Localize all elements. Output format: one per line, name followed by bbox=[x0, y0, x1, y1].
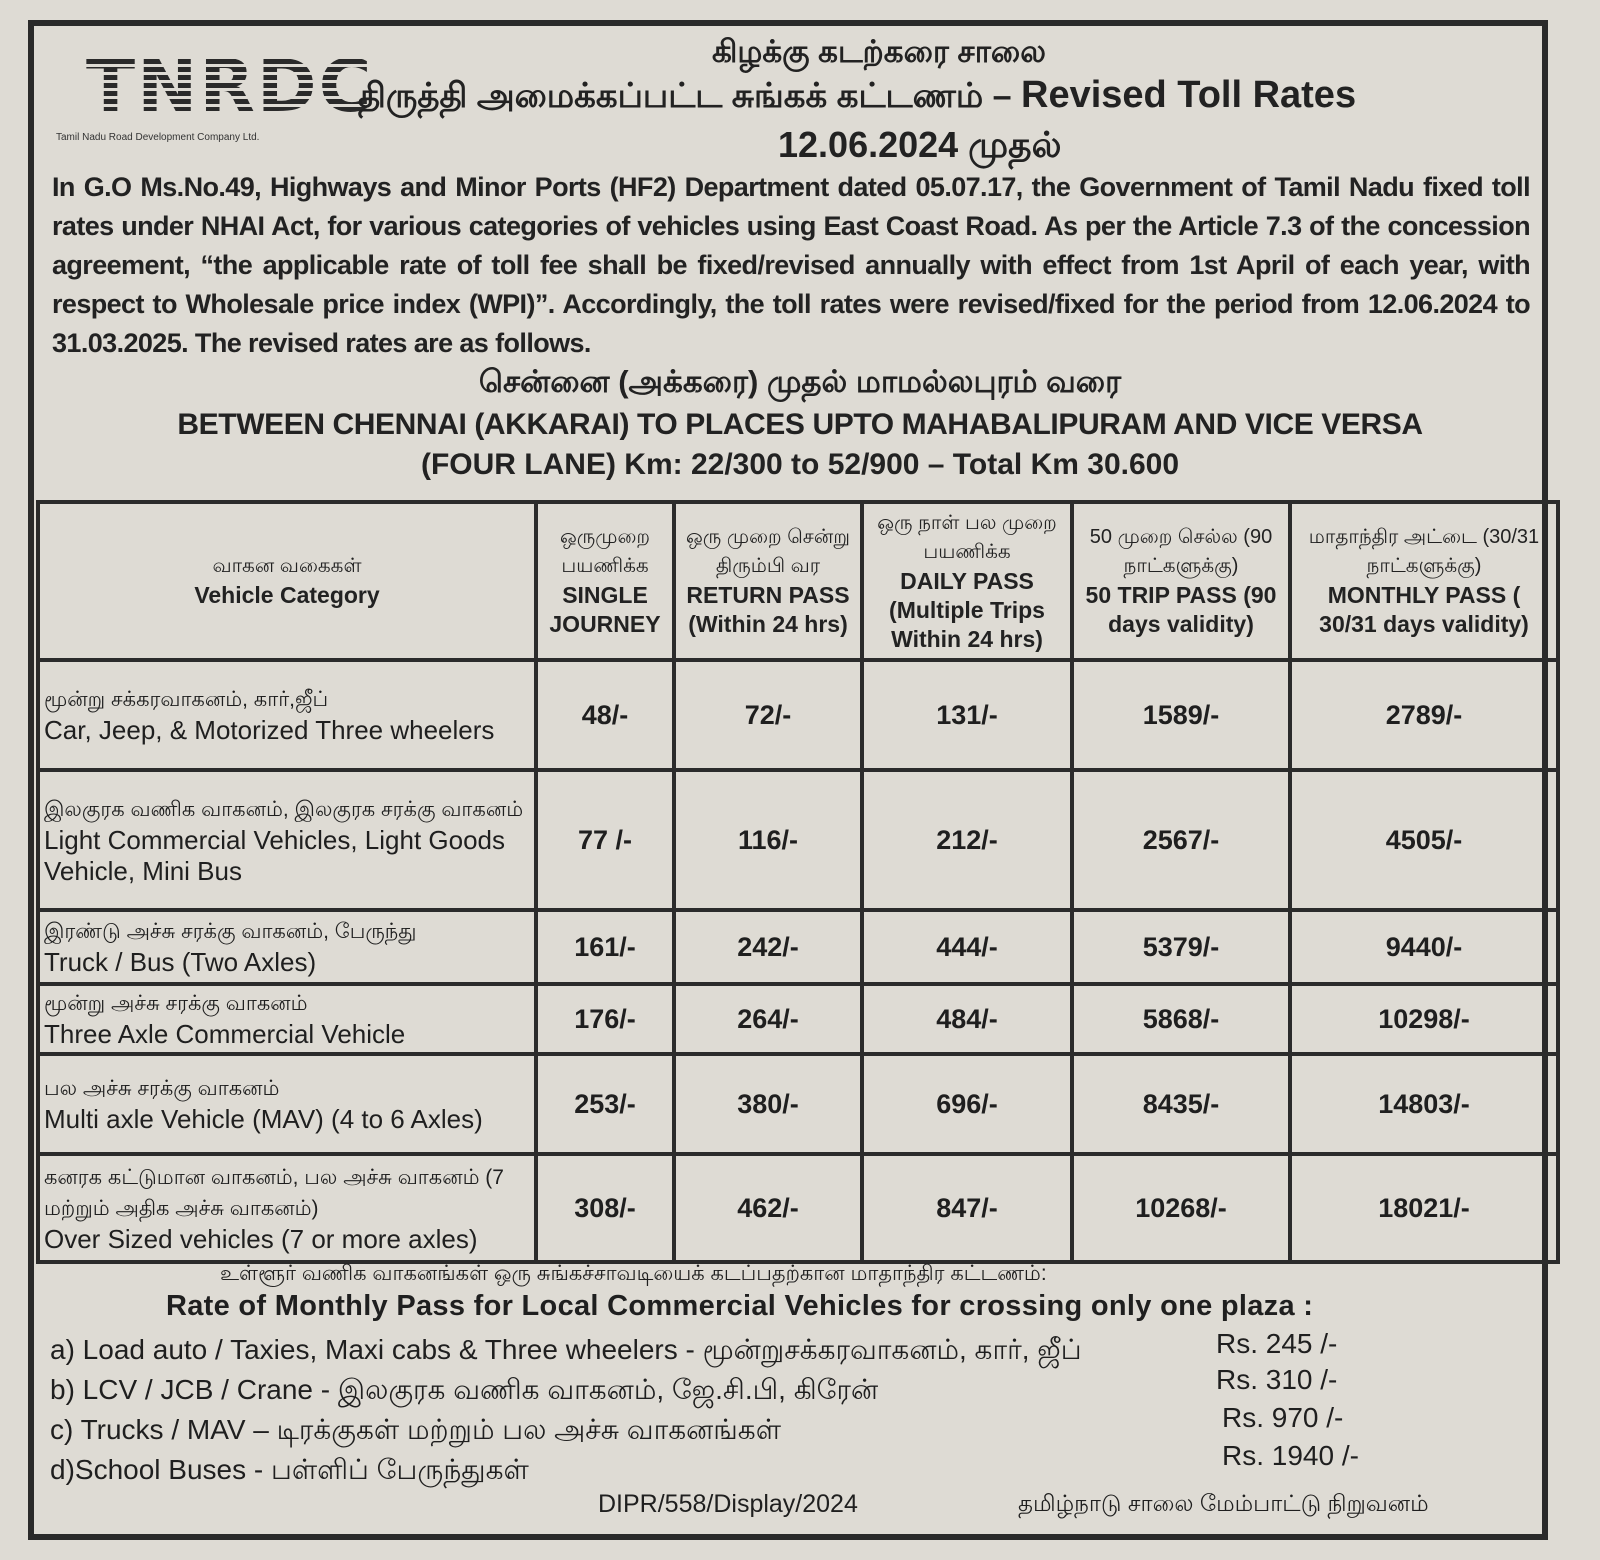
header-50-trip-pass: 50 முறை செல்ல (90 நாட்களுக்கு) 50 TRIP PASS (90 days validity) bbox=[1072, 502, 1290, 660]
cell-50trip: 1589/- bbox=[1072, 660, 1290, 770]
section-subtitle: (FOUR LANE) Km: 22/300 to 52/900 – Total Km 30.600 bbox=[420, 448, 1180, 481]
cell-daily: 444/- bbox=[862, 910, 1072, 984]
cell-single: 253/- bbox=[536, 1054, 674, 1154]
row-category: மூன்று அச்சு சரக்கு வாகனம் Three Axle Commercial Vehicle bbox=[38, 984, 536, 1054]
cell-single: 176/- bbox=[536, 984, 674, 1054]
table-row bbox=[38, 770, 1558, 910]
organisation-name: தமிழ்நாடு சாலை மேம்பாட்டு நிறுவனம் bbox=[1018, 1490, 1429, 1516]
row-category: பல அச்சு சரக்கு வாகனம் Multi axle Vehicle (MAV) (4 to 6 Axles) bbox=[38, 1054, 536, 1154]
cell-50trip: 2567/- bbox=[1072, 770, 1290, 910]
header-line-2 bbox=[358, 74, 1356, 120]
dipr-code: DIPR/558/Display/2024 bbox=[598, 1490, 858, 1518]
cell-monthly: 18021/- bbox=[1290, 1154, 1558, 1262]
table-row bbox=[38, 1054, 1558, 1154]
cell-daily: 131/- bbox=[862, 660, 1072, 770]
tnrdc-logo bbox=[56, 40, 374, 150]
cell-single: 77 /- bbox=[536, 770, 674, 910]
row-category: கனரக கட்டுமான வாகனம், பல அச்சு வாகனம் (7 மற்றும் அதிக அச்சு வாகனம்) Over Sized vehicles (7 or more axles) bbox=[38, 1154, 536, 1262]
table-header-row bbox=[38, 502, 1558, 660]
section-title-ta: சென்னை (அக்கரை) முதல் மாமல்லபுரம் வரை bbox=[478, 364, 1122, 399]
header-daily-pass: ஒரு நாள் பல முறை பயணிக்க DAILY PASS (Multiple Trips Within 24 hrs) bbox=[862, 502, 1072, 660]
header-line-2-ta: திருத்தி அமைக்கப்பட்ட சுங்கக் கட்டணம் – bbox=[358, 77, 1021, 115]
logo-wordmark: TNRDC bbox=[86, 44, 374, 128]
header-monthly-pass: மாதாந்திர அட்டை (30/31 நாட்களுக்கு) MONTHLY PASS ( 30/31 days validity) bbox=[1290, 502, 1558, 660]
local-title-ta: உள்ளூர் வணிக வாகனங்கள் ஒரு சுங்கச்சாவடியைக் கடப்பதற்கான மாதாந்திர கட்டணம்: bbox=[220, 1262, 1047, 1285]
cell-return: 264/- bbox=[674, 984, 862, 1054]
cell-single: 161/- bbox=[536, 910, 674, 984]
cell-monthly: 2789/- bbox=[1290, 660, 1558, 770]
cell-daily: 696/- bbox=[862, 1054, 1072, 1154]
local-amount-a: Rs. 245 /- bbox=[1216, 1328, 1338, 1359]
cell-monthly: 4505/- bbox=[1290, 770, 1558, 910]
local-item-c: c) Trucks / MAV – டிரக்குகள் மற்றும் பல அச்சு வாகனங்கள் bbox=[50, 1414, 781, 1445]
cell-return: 72/- bbox=[674, 660, 862, 770]
cell-return: 380/- bbox=[674, 1054, 862, 1154]
local-item-a: a) Load auto / Taxies, Maxi cabs & Three wheelers - மூன்றுசக்கரவாகனம், கார், ஜீப் bbox=[50, 1334, 1082, 1365]
cell-daily: 484/- bbox=[862, 984, 1072, 1054]
cell-monthly: 9440/- bbox=[1290, 910, 1558, 984]
cell-50trip: 8435/- bbox=[1072, 1054, 1290, 1154]
cell-daily: 847/- bbox=[862, 1154, 1072, 1262]
cell-return: 242/- bbox=[674, 910, 862, 984]
cell-single: 48/- bbox=[536, 660, 674, 770]
table-row bbox=[38, 660, 1558, 770]
toll-rates-table bbox=[36, 500, 1560, 1264]
cell-50trip: 10268/- bbox=[1072, 1154, 1290, 1262]
logo-subtitle: Tamil Nadu Road Development Company Ltd. bbox=[56, 132, 260, 143]
cell-monthly: 14803/- bbox=[1290, 1054, 1558, 1154]
cell-50trip: 5868/- bbox=[1072, 984, 1290, 1054]
header-vehicle-category: வாகன வகைகள் Vehicle Category bbox=[38, 502, 536, 660]
local-amount-c: Rs. 970 /- bbox=[1222, 1402, 1344, 1433]
row-category: இலகுரக வணிக வாகனம், இலகுரக சரக்கு வாகனம் Light Commercial Vehicles, Light Goods Vehicle, Mini Bus bbox=[38, 770, 536, 910]
section-title-en: BETWEEN CHENNAI (AKKARAI) TO PLACES UPTO MAHABALIPURAM AND VICE VERSA bbox=[177, 408, 1423, 441]
header-line-2-en: Revised Toll Rates bbox=[1021, 74, 1357, 116]
table-row bbox=[38, 910, 1558, 984]
cell-daily: 212/- bbox=[862, 770, 1072, 910]
header-single-journey: ஒருமுறை பயணிக்க SINGLE JOURNEY bbox=[536, 502, 674, 660]
local-item-d: d)School Buses - பள்ளிப் பேருந்துகள் bbox=[50, 1454, 529, 1485]
cell-return: 462/- bbox=[674, 1154, 862, 1262]
row-category: மூன்று சக்கரவாகனம், கார்,ஜீப் Car, Jeep, & Motorized Three wheelers bbox=[38, 660, 536, 770]
local-amount-d: Rs. 1940 /- bbox=[1222, 1440, 1359, 1471]
header-line-1: கிழக்கு கடற்கரை சாலை bbox=[712, 34, 1046, 69]
local-item-b: b) LCV / JCB / Crane - இலகுரக வணிக வாகனம், ஜே.சி.பி, கிரேன் bbox=[50, 1374, 879, 1405]
table-row bbox=[38, 1154, 1558, 1262]
header-return-pass: ஒரு முறை சென்று திரும்பி வர RETURN PASS (Within 24 hrs) bbox=[674, 502, 862, 660]
local-title-en: Rate of Monthly Pass for Local Commercial Vehicles for crossing only one plaza : bbox=[166, 1290, 1314, 1322]
local-amount-b: Rs. 310 /- bbox=[1216, 1364, 1338, 1395]
intro-paragraph: In G.O Ms.No.49, Highways and Minor Ports (HF2) Department dated 05.07.17, the Government of Tamil Nadu fixed toll rates under NHAI Act, for various categories of vehicles using East Coast Road. As per the Article 7.3 of the concession agreement, “the applicable rate of toll fee shall be fixed/revised annually with effect from 1st April of each year, with respect to Wholesale price index (WPI)”. Accordingly, the toll rates were revised/fixed for the period from 12.06.2024 to 31.03.2025. The revised rates are as follows. bbox=[52, 172, 1530, 358]
cell-monthly: 10298/- bbox=[1290, 984, 1558, 1054]
cell-50trip: 5379/- bbox=[1072, 910, 1290, 984]
cell-return: 116/- bbox=[674, 770, 862, 910]
cell-single: 308/- bbox=[536, 1154, 674, 1262]
table-row bbox=[38, 984, 1558, 1054]
row-category: இரண்டு அச்சு சரக்கு வாகனம், பேருந்து Truck / Bus (Two Axles) bbox=[38, 910, 536, 984]
header-date: 12.06.2024 முதல் bbox=[778, 124, 1062, 165]
